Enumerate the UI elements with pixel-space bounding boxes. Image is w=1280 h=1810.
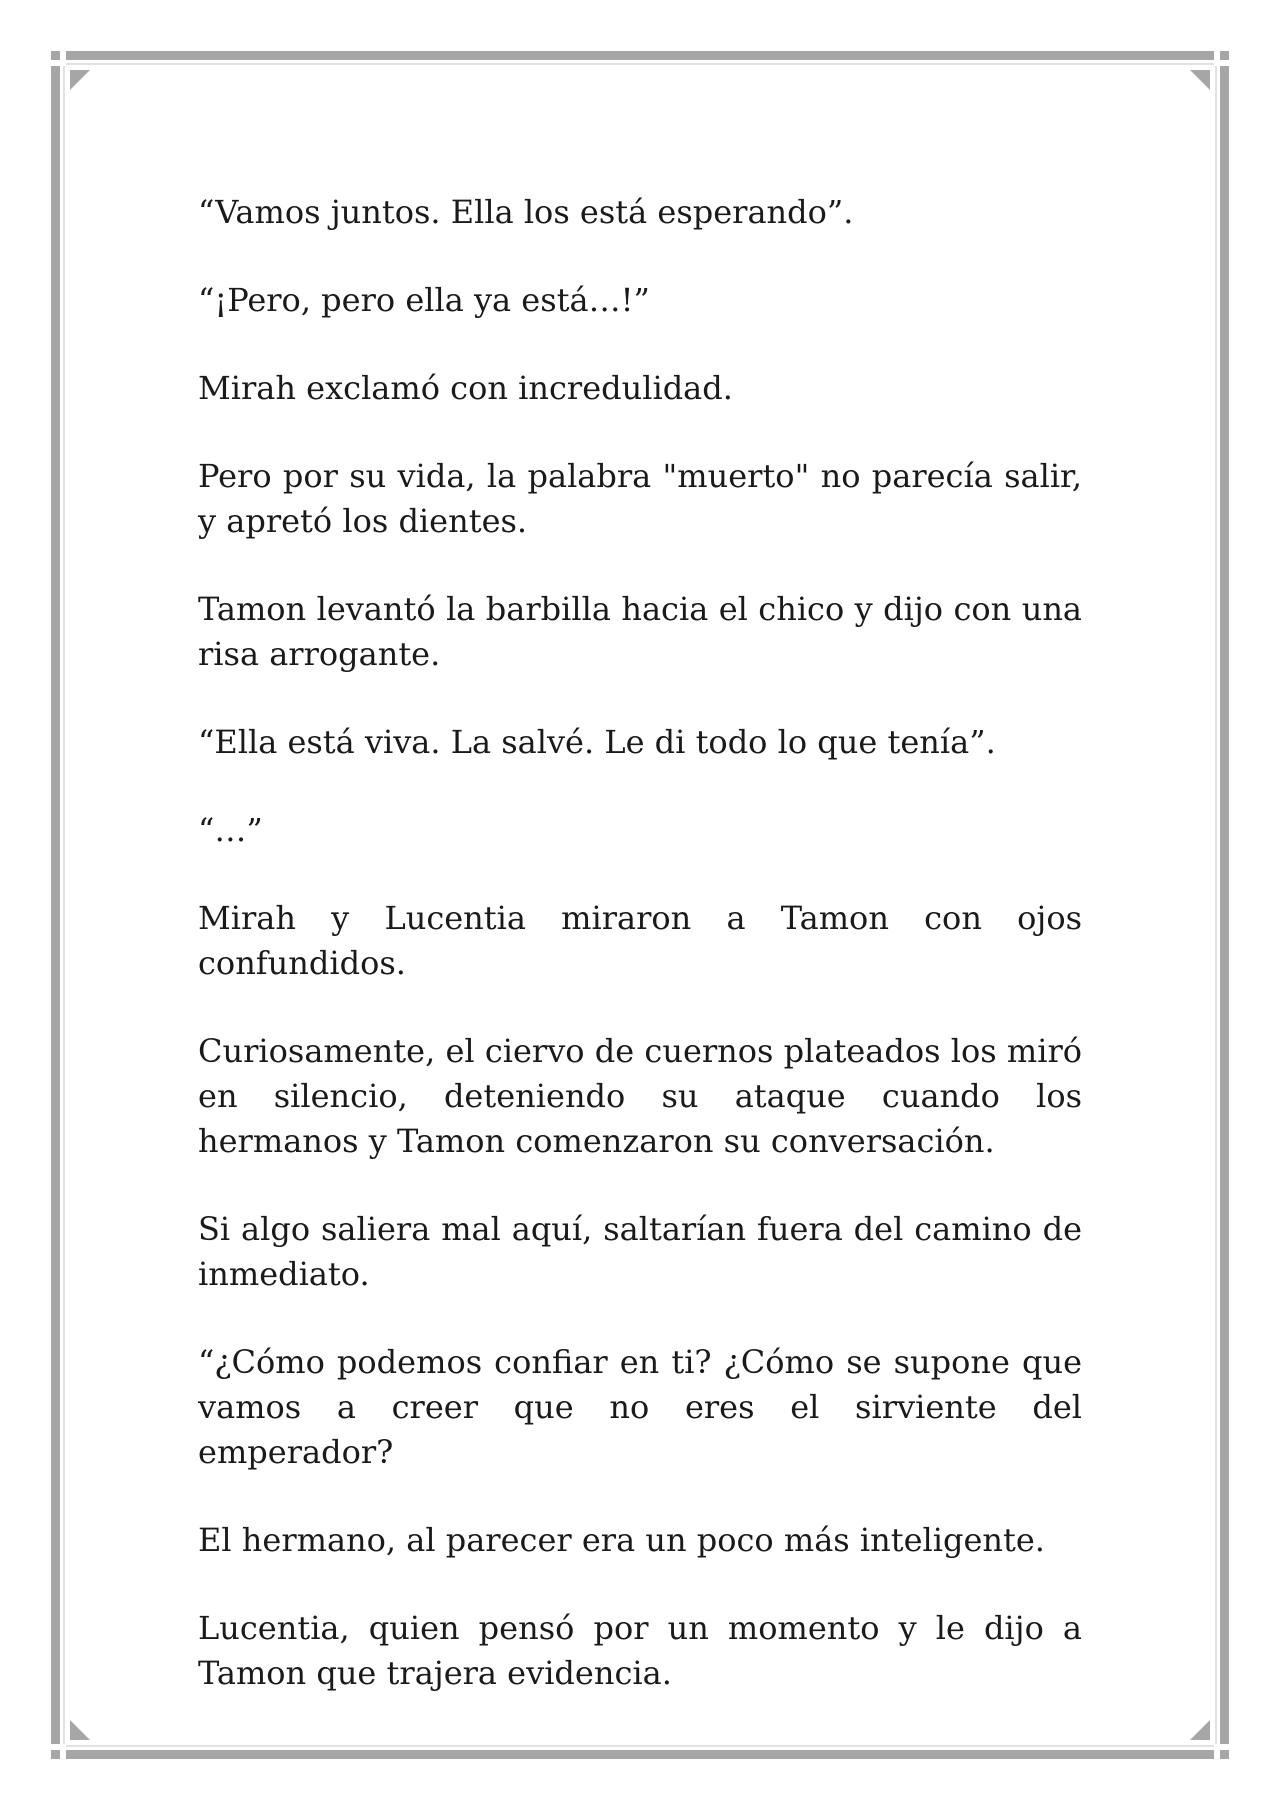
paragraph: Pero por su vida, la palabra "muerto" no parecía salir, y apretó los dientes.	[198, 457, 1082, 540]
paragraph: “Ella está viva. La salvé. Le di todo lo que tenía”.	[198, 723, 996, 761]
paragraph: “…”	[198, 811, 263, 849]
paragraph: Mirah exclamó con incredulidad.	[198, 369, 733, 407]
paragraph: Lucentia, quien pensó por un momento y le dijo a Tamon que trajera evidencia.	[198, 1609, 1082, 1692]
paragraph: Si algo saliera mal aquí, saltarían fuera del camino de inmediato.	[198, 1210, 1082, 1293]
paragraph: “Vamos juntos. Ella los está esperando”.	[198, 193, 854, 231]
page-text	[198, 190, 1082, 1739]
paragraph: El hermano, al parecer era un poco más inteligente.	[198, 1521, 1045, 1559]
paragraph: “¡Pero, pero ella ya está…!”	[198, 281, 650, 319]
paragraph: “¿Cómo podemos confiar en ti? ¿Cómo se supone que vamos a creer que no eres el sirviente del emperador?	[198, 1343, 1082, 1471]
paragraph: Tamon levantó la barbilla hacia el chico y dijo con una risa arrogante.	[198, 590, 1082, 673]
paragraph: Curiosamente, el ciervo de cuernos plateados los miró en silencio, deteniendo su ataque cuando los hermanos y Tamon comenzaron su conversación.	[198, 1032, 1082, 1160]
paragraph: Mirah y Lucentia miraron a Tamon con ojos confundidos.	[198, 899, 1082, 982]
